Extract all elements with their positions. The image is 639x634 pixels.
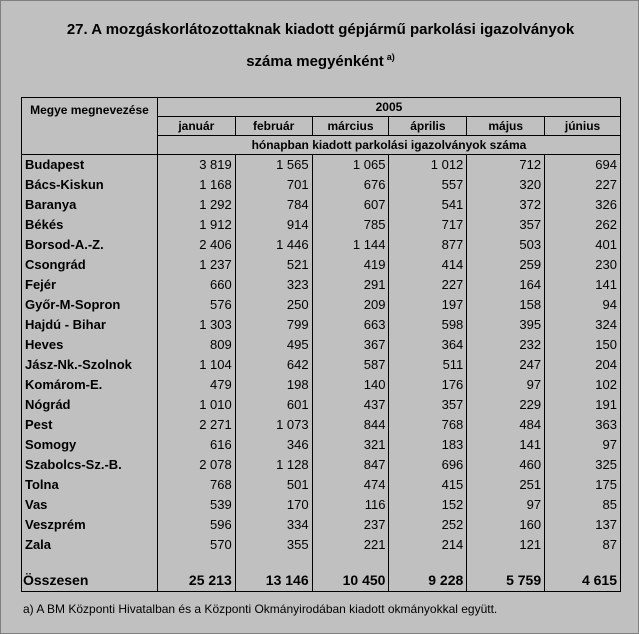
value-cell: 847 xyxy=(312,455,389,475)
value-cell: 460 xyxy=(467,455,545,475)
value-cell: 97 xyxy=(467,375,545,395)
value-cell: 9 228 xyxy=(389,569,467,592)
month-header-1: február xyxy=(235,117,312,136)
county-name: Összesen xyxy=(22,569,158,592)
value-cell: 541 xyxy=(389,195,467,215)
value-cell: 2 271 xyxy=(157,415,235,435)
county-name: Jász-Nk.-Szolnok xyxy=(22,355,158,375)
value-cell: 227 xyxy=(389,275,467,295)
county-name: Veszprém xyxy=(22,515,158,535)
table-row xyxy=(22,515,621,535)
footnote: a) A BM Központi Hivatalban és a Központi Okmányirodában kiadott okmányokkal együtt. xyxy=(23,602,498,616)
value-cell: 5 759 xyxy=(467,569,545,592)
total-row xyxy=(22,569,621,592)
value-cell: 1 012 xyxy=(389,155,467,176)
title-line-1: 27. A mozgáskorlátozottaknak kiadott gépjármű parkolási igazolványok xyxy=(66,21,575,38)
value-cell: 251 xyxy=(467,475,545,495)
value-cell: 914 xyxy=(235,215,312,235)
value-cell: 503 xyxy=(467,235,545,255)
value-cell: 140 xyxy=(312,375,389,395)
spacer-cell xyxy=(235,555,312,569)
value-cell: 355 xyxy=(235,535,312,555)
spacer-row xyxy=(22,555,621,569)
value-cell: 363 xyxy=(545,415,621,435)
value-cell: 419 xyxy=(312,255,389,275)
table-row xyxy=(22,355,621,375)
table-row xyxy=(22,455,621,475)
value-cell: 160 xyxy=(467,515,545,535)
value-cell: 334 xyxy=(235,515,312,535)
value-cell: 1 292 xyxy=(157,195,235,215)
value-cell: 152 xyxy=(389,495,467,515)
value-cell: 232 xyxy=(467,335,545,355)
month-header-5: június xyxy=(545,117,621,136)
value-cell: 601 xyxy=(235,395,312,415)
value-cell: 395 xyxy=(467,315,545,335)
value-cell: 357 xyxy=(389,395,467,415)
value-cell: 346 xyxy=(235,435,312,455)
county-name: Szabolcs-Sz.-B. xyxy=(22,455,158,475)
value-cell: 214 xyxy=(389,535,467,555)
value-cell: 596 xyxy=(157,515,235,535)
value-cell: 495 xyxy=(235,335,312,355)
data-table xyxy=(21,97,621,592)
county-name: Borsod-A.-Z. xyxy=(22,235,158,255)
county-name: Zala xyxy=(22,535,158,555)
spacer-cell xyxy=(157,555,235,569)
value-cell: 176 xyxy=(389,375,467,395)
value-cell: 323 xyxy=(235,275,312,295)
value-cell: 1 912 xyxy=(157,215,235,235)
title-line-2-text: száma megyénként xyxy=(246,53,384,70)
value-cell: 616 xyxy=(157,435,235,455)
value-cell: 663 xyxy=(312,315,389,335)
county-name: Baranya xyxy=(22,195,158,215)
value-cell: 326 xyxy=(545,195,621,215)
county-name: Győr-M-Sopron xyxy=(22,295,158,315)
value-cell: 768 xyxy=(157,475,235,495)
value-cell: 598 xyxy=(389,315,467,335)
value-cell: 13 146 xyxy=(235,569,312,592)
value-cell: 1 128 xyxy=(235,455,312,475)
month-header-0: január xyxy=(157,117,235,136)
value-cell: 10 450 xyxy=(312,569,389,592)
value-cell: 357 xyxy=(467,215,545,235)
county-name: Vas xyxy=(22,495,158,515)
title-footnote-marker: a) xyxy=(386,52,395,62)
county-name: Heves xyxy=(22,335,158,355)
value-cell: 1 065 xyxy=(312,155,389,176)
table-row xyxy=(22,475,621,495)
value-cell: 175 xyxy=(545,475,621,495)
value-cell: 324 xyxy=(545,315,621,335)
value-cell: 694 xyxy=(545,155,621,176)
value-cell: 785 xyxy=(312,215,389,235)
county-column-header: Megye megnevezése xyxy=(22,98,158,155)
table-row xyxy=(22,175,621,195)
value-cell: 3 819 xyxy=(157,155,235,176)
county-name: Budapest xyxy=(22,155,158,176)
value-cell: 94 xyxy=(545,295,621,315)
value-cell: 1 168 xyxy=(157,175,235,195)
spacer-cell xyxy=(545,555,621,569)
county-name: Somogy xyxy=(22,435,158,455)
value-cell: 25 213 xyxy=(157,569,235,592)
value-cell: 262 xyxy=(545,215,621,235)
value-cell: 484 xyxy=(467,415,545,435)
value-cell: 479 xyxy=(157,375,235,395)
table-row xyxy=(22,335,621,355)
value-cell: 576 xyxy=(157,295,235,315)
value-cell: 158 xyxy=(467,295,545,315)
value-cell: 85 xyxy=(545,495,621,515)
value-cell: 197 xyxy=(389,295,467,315)
value-cell: 1 303 xyxy=(157,315,235,335)
table-row xyxy=(22,415,621,435)
table-row xyxy=(22,395,621,415)
value-cell: 570 xyxy=(157,535,235,555)
value-cell: 116 xyxy=(312,495,389,515)
value-cell: 415 xyxy=(389,475,467,495)
value-cell: 170 xyxy=(235,495,312,515)
value-cell: 1 565 xyxy=(235,155,312,176)
value-cell: 1 144 xyxy=(312,235,389,255)
value-cell: 141 xyxy=(545,275,621,295)
table-row xyxy=(22,435,621,455)
value-cell: 717 xyxy=(389,215,467,235)
value-cell: 768 xyxy=(389,415,467,435)
value-cell: 97 xyxy=(467,495,545,515)
value-cell: 291 xyxy=(312,275,389,295)
subheader: hónapban kiadott parkolási igazolványok száma xyxy=(157,136,620,155)
table-row xyxy=(22,155,621,176)
county-name: Csongrád xyxy=(22,255,158,275)
month-header-3: április xyxy=(389,117,467,136)
value-cell: 227 xyxy=(545,175,621,195)
value-cell: 539 xyxy=(157,495,235,515)
value-cell: 660 xyxy=(157,275,235,295)
value-cell: 799 xyxy=(235,315,312,335)
value-cell: 229 xyxy=(467,395,545,415)
county-name: Hajdú - Bihar xyxy=(22,315,158,335)
value-cell: 1 010 xyxy=(157,395,235,415)
value-cell: 1 446 xyxy=(235,235,312,255)
value-cell: 642 xyxy=(235,355,312,375)
value-cell: 784 xyxy=(235,195,312,215)
value-cell: 1 073 xyxy=(235,415,312,435)
value-cell: 121 xyxy=(467,535,545,555)
value-cell: 150 xyxy=(545,335,621,355)
value-cell: 325 xyxy=(545,455,621,475)
value-cell: 696 xyxy=(389,455,467,475)
value-cell: 230 xyxy=(545,255,621,275)
value-cell: 1 104 xyxy=(157,355,235,375)
value-cell: 137 xyxy=(545,515,621,535)
county-name: Komárom-E. xyxy=(22,375,158,395)
value-cell: 587 xyxy=(312,355,389,375)
value-cell: 183 xyxy=(389,435,467,455)
spacer-cell xyxy=(22,555,158,569)
spacer-cell xyxy=(389,555,467,569)
value-cell: 474 xyxy=(312,475,389,495)
value-cell: 237 xyxy=(312,515,389,535)
value-cell: 209 xyxy=(312,295,389,315)
year-header: 2005 xyxy=(157,98,620,117)
table-row xyxy=(22,195,621,215)
value-cell: 221 xyxy=(312,535,389,555)
county-name: Tolna xyxy=(22,475,158,495)
table-row xyxy=(22,375,621,395)
value-cell: 676 xyxy=(312,175,389,195)
table-row xyxy=(22,215,621,235)
value-cell: 2 406 xyxy=(157,235,235,255)
value-cell: 198 xyxy=(235,375,312,395)
county-name: Békés xyxy=(22,215,158,235)
spacer-cell xyxy=(467,555,545,569)
value-cell: 367 xyxy=(312,335,389,355)
value-cell: 321 xyxy=(312,435,389,455)
county-name: Nógrád xyxy=(22,395,158,415)
value-cell: 191 xyxy=(545,395,621,415)
month-header-4: május xyxy=(467,117,545,136)
title-line-2 xyxy=(1,48,639,71)
table-row xyxy=(22,295,621,315)
value-cell: 557 xyxy=(389,175,467,195)
value-cell: 87 xyxy=(545,535,621,555)
value-cell: 501 xyxy=(235,475,312,495)
table-row xyxy=(22,235,621,255)
county-name: Pest xyxy=(22,415,158,435)
value-cell: 4 615 xyxy=(545,569,621,592)
value-cell: 247 xyxy=(467,355,545,375)
value-cell: 877 xyxy=(389,235,467,255)
value-cell: 102 xyxy=(545,375,621,395)
value-cell: 364 xyxy=(389,335,467,355)
value-cell: 414 xyxy=(389,255,467,275)
value-cell: 844 xyxy=(312,415,389,435)
table-row xyxy=(22,275,621,295)
value-cell: 809 xyxy=(157,335,235,355)
value-cell: 712 xyxy=(467,155,545,176)
table-row xyxy=(22,535,621,555)
value-cell: 97 xyxy=(545,435,621,455)
table-body xyxy=(22,155,621,592)
value-cell: 521 xyxy=(235,255,312,275)
value-cell: 252 xyxy=(389,515,467,535)
value-cell: 607 xyxy=(312,195,389,215)
value-cell: 2 078 xyxy=(157,455,235,475)
value-cell: 164 xyxy=(467,275,545,295)
value-cell: 372 xyxy=(467,195,545,215)
value-cell: 511 xyxy=(389,355,467,375)
table-row xyxy=(22,495,621,515)
value-cell: 701 xyxy=(235,175,312,195)
value-cell: 259 xyxy=(467,255,545,275)
value-cell: 250 xyxy=(235,295,312,315)
value-cell: 1 237 xyxy=(157,255,235,275)
value-cell: 141 xyxy=(467,435,545,455)
table-row xyxy=(22,315,621,335)
table-row xyxy=(22,255,621,275)
spacer-cell xyxy=(312,555,389,569)
month-header-2: március xyxy=(312,117,389,136)
county-name: Bács-Kiskun xyxy=(22,175,158,195)
value-cell: 437 xyxy=(312,395,389,415)
value-cell: 401 xyxy=(545,235,621,255)
value-cell: 204 xyxy=(545,355,621,375)
county-name: Fejér xyxy=(22,275,158,295)
value-cell: 320 xyxy=(467,175,545,195)
